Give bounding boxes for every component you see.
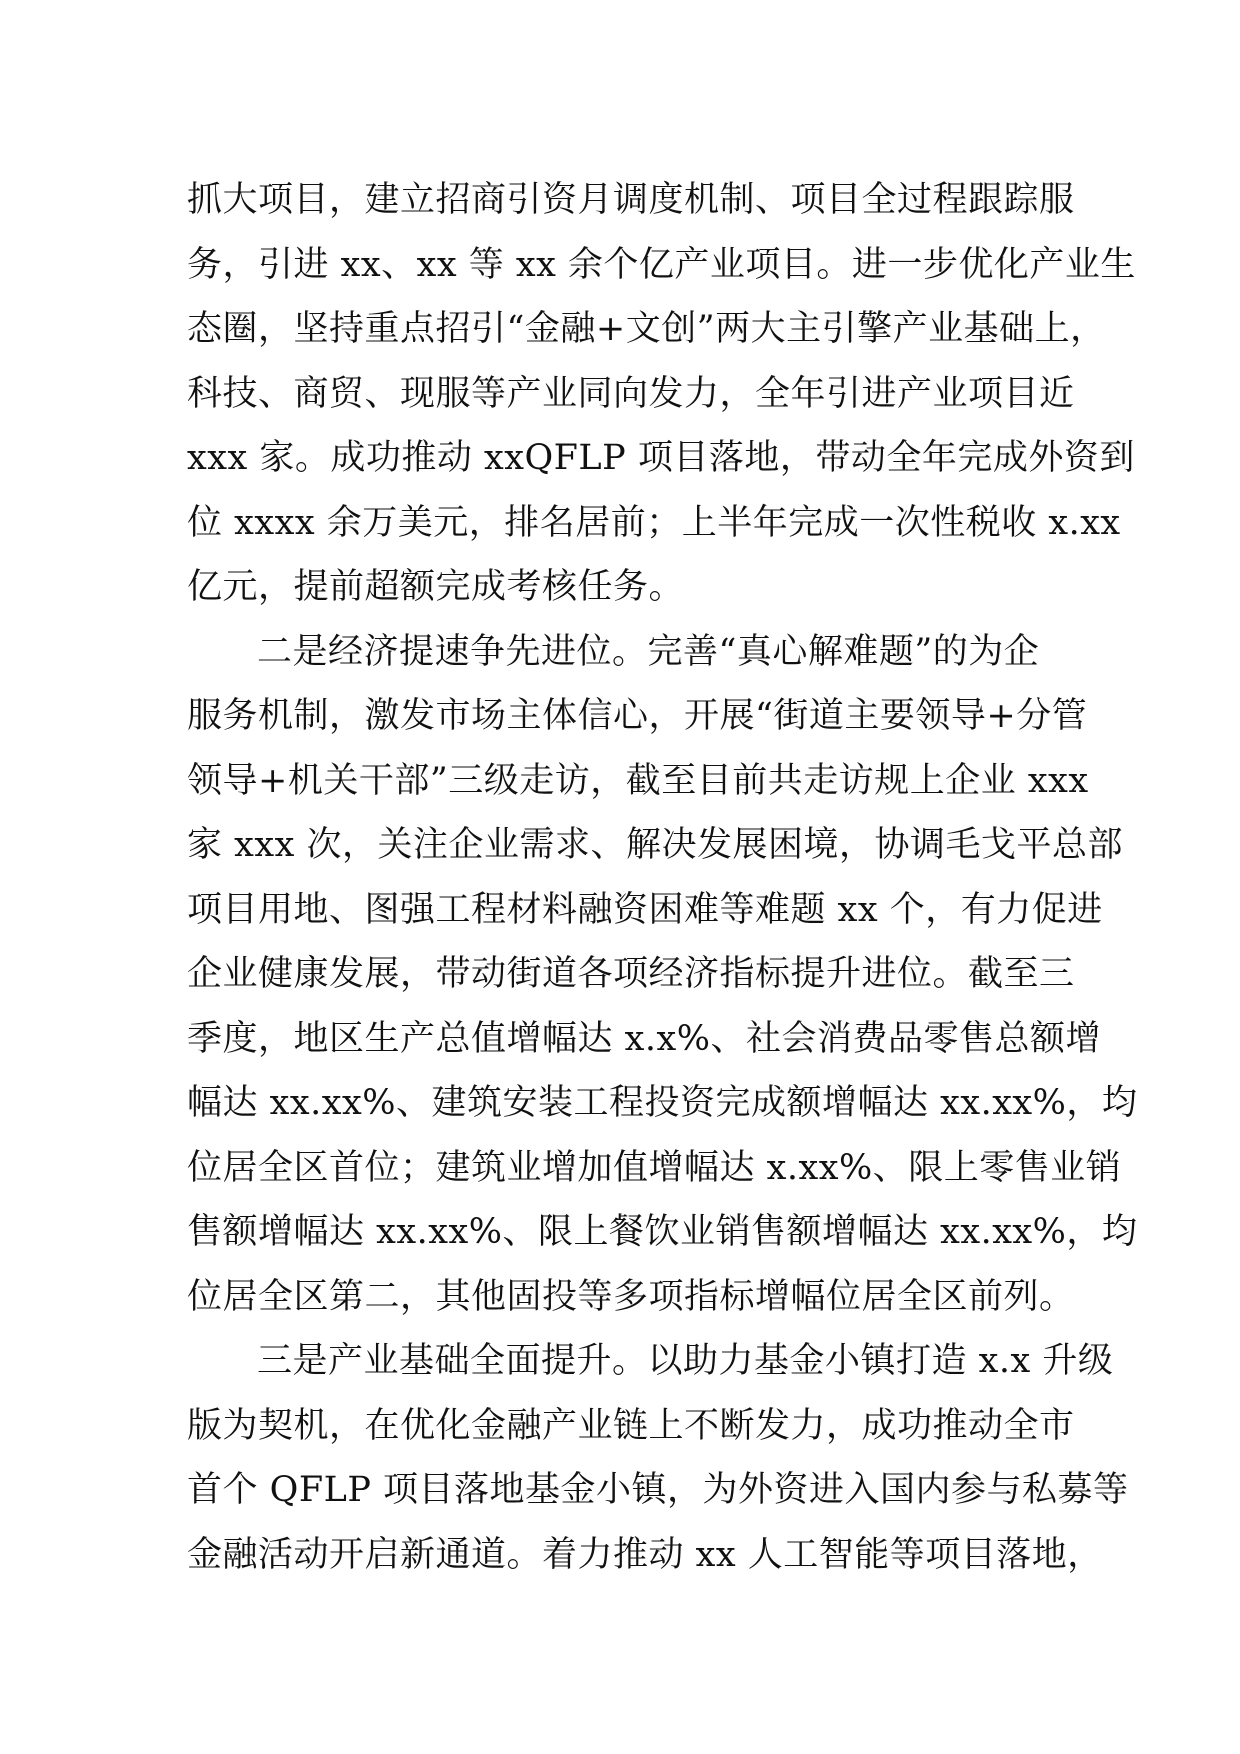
- text-line: 服务机制，激发市场主体信心，开展“街道主要领导+分管: [187, 696, 1088, 736]
- text-line: 首个 QFLP 项目落地基金小镇，为外资进入国内参与私募等: [187, 1470, 1129, 1510]
- text-line: 家 xxx 次，关注企业需求、解决发展困境，协调毛戈平总部: [187, 825, 1123, 865]
- text-line: 务，引进 xx、xx 等 xx 余个亿产业项目。进一步优化产业生: [187, 244, 1136, 285]
- text-line: 领导+机关干部”三级走访，截至目前共走访规上企业 xxx: [187, 760, 1089, 801]
- text-line: 科技、商贸、现服等产业同向发力，全年引进产业项目近: [187, 373, 1075, 414]
- text-line: 幅达 xx.xx%、建筑安装工程投资完成额增幅达 xx.xx%，均: [187, 1083, 1138, 1123]
- text-line: 位 xxxx 余万美元，排名居前；上半年完成一次性税收 x.xx: [187, 502, 1121, 543]
- paragraph-start-line: 二是经济提速争先进位。完善“真心解难题”的为企: [257, 631, 1040, 672]
- text-line: 金融活动开启新通道。着力推动 xx 人工智能等项目落地，: [187, 1534, 1103, 1575]
- text-line: 项目用地、图强工程材料融资困难等难题 xx 个，有力促进: [187, 889, 1103, 930]
- document-body: [187, 168, 1138, 1587]
- text-line: 亿元，提前超额完成考核任务。: [187, 567, 685, 607]
- text-line: 位居全区第二，其他固投等多项指标增幅位居全区前列。: [187, 1276, 1075, 1317]
- text-line: 版为契机，在优化金融产业链上不断发力，成功推动全市: [187, 1405, 1075, 1446]
- text-line: 企业健康发展，带动街道各项经济指标提升进位。截至三: [187, 954, 1075, 994]
- text-line: xxx 家。成功推动 xxQFLP 项目落地，带动全年完成外资到: [187, 438, 1135, 478]
- text-line: 抓大项目，建立招商引资月调度机制、项目全过程跟踪服: [187, 180, 1075, 220]
- text-line: 态圈，坚持重点招引“金融+文创”两大主引擎产业基础上，: [187, 309, 1106, 349]
- paragraph-start-line: 三是产业基础全面提升。以助力基金小镇打造 x.x 升级: [257, 1341, 1114, 1381]
- text-line: 季度，地区生产总值增幅达 x.x%、社会消费品零售总额增: [187, 1018, 1101, 1059]
- text-line: 售额增幅达 xx.xx%、限上餐饮业销售额增幅达 xx.xx%，均: [187, 1212, 1138, 1252]
- text-line: 位居全区首位；建筑业增加值增幅达 x.xx%、限上零售业销: [187, 1147, 1122, 1188]
